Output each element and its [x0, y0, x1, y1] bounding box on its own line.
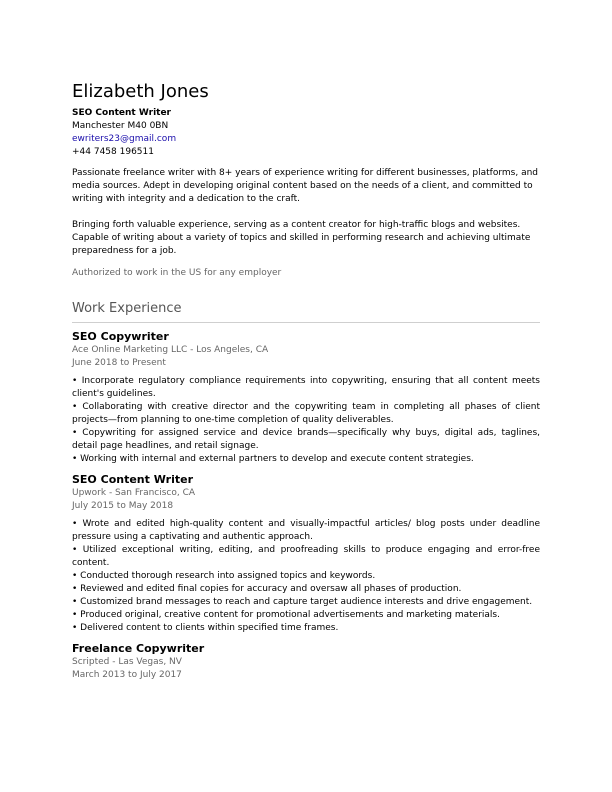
job-bullet: • Delivered content to clients within specified time frames.	[72, 622, 540, 635]
job-bullet-list	[72, 375, 540, 466]
job-title-heading: SEO Content Writer	[72, 108, 171, 118]
address-line: Manchester M40 0BN	[72, 121, 169, 131]
job-bullet: • Customized brand messages to reach and capture target audience interests and drive engagement.	[72, 596, 540, 609]
job-dates: March 2013 to July 2017	[72, 670, 182, 680]
job-company: Upwork - San Francisco, CA	[72, 488, 196, 498]
job-title: SEO Copywriter	[72, 330, 169, 343]
job-title: Freelance Copywriter	[72, 642, 205, 655]
job-bullet: • Collaborating with creative director and the copywriting team in completing all phases of client projects—from planning to one-time completion of quality deliverables.	[72, 401, 540, 427]
section-divider	[72, 322, 540, 323]
job-bullet: • Utilized exceptional writing, editing, and proofreading skills to produce engaging and error-free content.	[72, 544, 540, 570]
job-bullet: • Produced original, creative content for promotional advertisements and marketing materials.	[72, 609, 540, 622]
summary-paragraph-2: Bringing forth valuable experience, serving as a content creator for high-traffic blogs and websites. Capable of writing about a variety of topics and skilled in performing research and achieving ultimate preparedness for a job.	[72, 220, 531, 256]
job-bullet: • Incorporate regulatory compliance requirements into copywriting, ensuring that all content meets client's guidelines.	[72, 375, 540, 401]
job-bullet: • Conducted thorough research into assigned topics and keywords.	[72, 570, 540, 583]
work-experience-heading: Work Experience	[72, 301, 182, 316]
job-dates: July 2015 to May 2018	[72, 501, 174, 511]
email-link[interactable]: ewriters23@gmail.com	[72, 134, 177, 144]
job-bullet: • Reviewed and edited final copies for accuracy and oversaw all phases of production.	[72, 583, 540, 596]
phone-line: +44 7458 196511	[72, 147, 154, 157]
job-dates: June 2018 to Present	[72, 358, 166, 368]
job-bullet: • Wrote and edited high-quality content and visually-impactful articles/ blog posts under deadline pressure using a captivating and authentic approach.	[72, 518, 540, 544]
job-entry	[72, 472, 540, 635]
candidate-name: Elizabeth Jones	[72, 81, 209, 102]
summary-paragraph-1: Passionate freelance writer with 8+ years of experience writing for different businesses, platforms, and media sources. Adept in developing original content based on the needs of a client, and committed to writing with integrity and a dedication to the craft.	[72, 168, 539, 204]
job-entry	[72, 329, 540, 466]
resume-page	[72, 80, 540, 682]
job-company: Ace Online Marketing LLC - Los Angeles, CA	[72, 345, 269, 355]
job-title: SEO Content Writer	[72, 473, 193, 486]
job-company: Scripted - Las Vegas, NV	[72, 657, 182, 667]
job-bullet: • Working with internal and external partners to develop and execute content strategies.	[72, 453, 540, 466]
job-bullet-list	[72, 518, 540, 635]
work-authorization: Authorized to work in the US for any employer	[72, 268, 282, 278]
job-bullet: • Copywriting for assigned service and device brands—specifically why buys, digital ads, taglines, detail page headlines, and retail signage.	[72, 427, 540, 453]
job-entry	[72, 641, 540, 682]
